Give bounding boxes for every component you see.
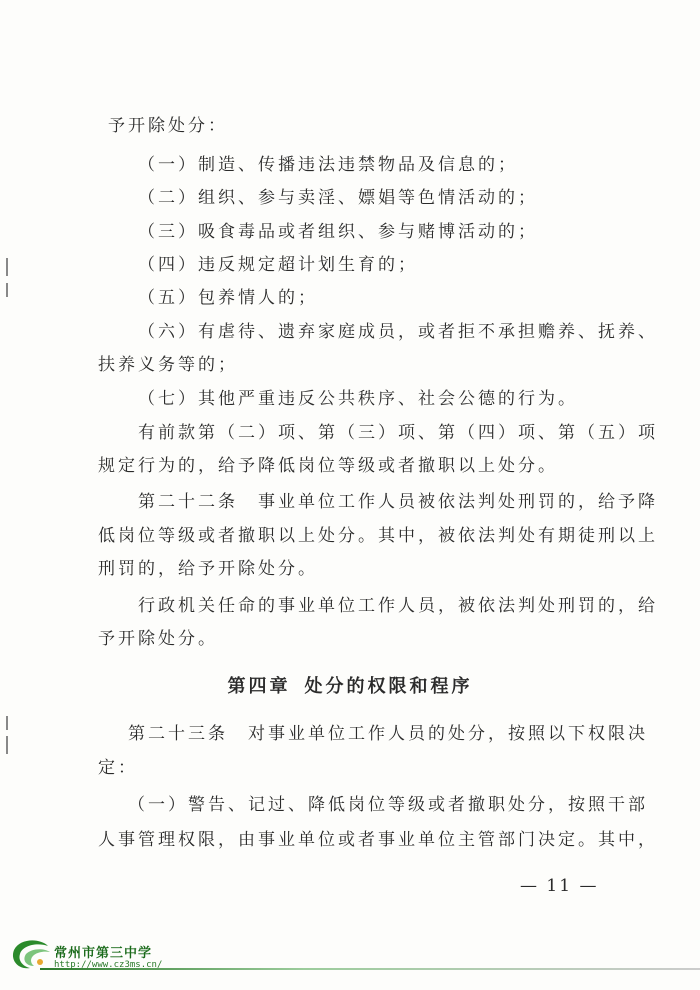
chapter-heading (0, 675, 700, 699)
body-line: （一）警告、记过、降低岗位等级或者撤职处分，按照干部 (128, 795, 648, 815)
body-line: （一）制造、传播违法违禁物品及信息的； (138, 155, 518, 175)
body-line: 定： (98, 758, 138, 778)
body-line: 予开除处分： (108, 116, 228, 136)
body-line: 有前款第（二）项、第（三）项、第（四）项、第（五）项 (138, 423, 658, 443)
page-number: — 11 — (520, 876, 599, 896)
chapter-title: 处分的权限和程序 (304, 676, 473, 697)
body-line: 行政机关任命的事业单位工作人员，被依法判处刑罚的，给 (138, 596, 658, 616)
body-line: 低岗位等级或者撤职以上处分。其中，被依法判处有期徒刑以上 (98, 526, 658, 546)
body-line: 人事管理权限，由事业单位或者事业单位主管部门决定。其中， (98, 830, 658, 850)
body-line: （六）有虐待、遗弃家庭成员，或者拒不承担赡养、抚养、 (138, 322, 658, 342)
chapter-number: 第四章 (227, 676, 291, 697)
body-line: 规定行为的，给予降低岗位等级或者撤职以上处分。 (98, 456, 558, 476)
body-line: 扶养义务等的； (98, 355, 238, 375)
school-url-link[interactable]: http://www.cz3ms.cn/ (54, 960, 163, 970)
school-logo-icon (10, 938, 52, 972)
article-23: 第二十三条 对事业单位工作人员的处分，按照以下权限决 (128, 724, 648, 744)
body-line: （七）其他严重违反公共秩序、社会公德的行为。 (138, 389, 578, 409)
body-line: 予开除处分。 (98, 629, 218, 649)
article-22: 第二十二条 事业单位工作人员被依法判处刑罚的，给予降 (138, 492, 658, 512)
body-line: （五）包养情人的； (138, 288, 318, 308)
body-line: （三）吸食毒品或者组织、参与赌博活动的； (138, 222, 538, 242)
body-line: 刑罚的，给予开除处分。 (98, 559, 318, 579)
body-line: （二）组织、参与卖淫、嫖娼等色情活动的； (138, 188, 538, 208)
body-line: （四）违反规定超计划生育的； (138, 255, 418, 275)
school-name: 常州市第三中学 (54, 946, 153, 961)
